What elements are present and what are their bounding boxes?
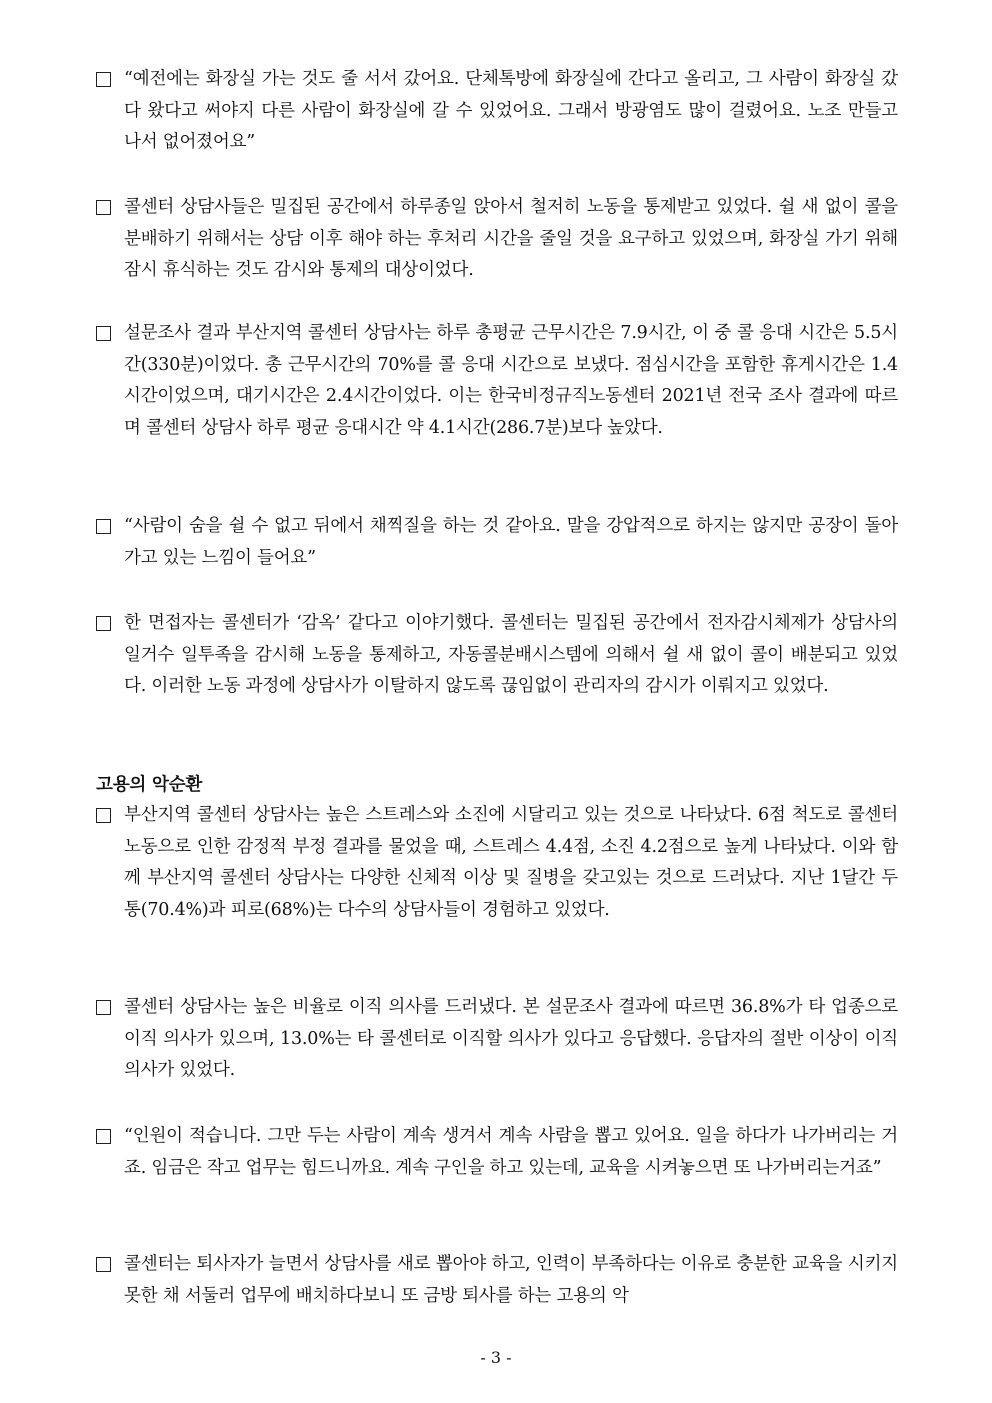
checkbox-bullet-icon [96,200,111,215]
paragraph-text: “인원이 적습니다. 그만 두는 사람이 계속 생겨서 계속 사람을 뽑고 있어요. 일을 하다가 나가버리는 거죠. 임금은 작고 업무는 힘드니까요. 계속 구인을 하고 있는데, 교육을 시켜놓으면 또 나가버리는거죠” [124,1126,898,1178]
checkbox-bullet-icon [96,616,111,631]
checkbox-bullet-icon [96,1129,111,1144]
checkbox-bullet-icon [96,519,111,534]
paragraph-text: “예전에는 화장실 가는 것도 줄 서서 갔어요. 단체톡방에 화장실에 간다고 올리고, 그 사람이 화장실 갔다 왔다고 써야지 다른 사람이 화장실에 갈 수 있었어요. 그래서 방광염도 많이 걸렸어요. 노조 만들고 나서 없어졌어요” [124,69,898,152]
paragraph-text: 한 면접자는 콜센터가 ‘감옥’ 같다고 이야기했다. 콜센터는 밀집된 공간에서 전자감시체제가 상담사의 일거수 일투족을 감시해 노동을 통제하고, 자동콜분배시스템에 의해서 쉴 새 없이 콜이 배분되고 있었다. 이러한 노동 과정에 상담사가 이탈하지 않도록 끊임없이 관리자의 감시가 이뤄지고 있었다. [124,613,898,696]
paragraph-text: 설문조사 결과 부산지역 콜센터 상담사는 하루 총평균 근무시간은 7.9시간, 이 중 콜 응대 시간은 5.5시간(330분)이었다. 총 근무시간의 70%를 콜 응대 시간으로 보냈다. 점심시간을 포함한 휴게시간은 1.4시간이었으며, 대기시간은 2.4시간이었다. 이는 한국비정규직노동센터 2021년 전국 조사 결과에 따르며 콜센터 상담사 하루 평균 응대시간 약 4.1시간(286.7분)보다 높았다. [124,323,898,438]
paragraph-6 [96,800,898,926]
paragraph-text: 부산지역 콜센터 상담사는 높은 스트레스와 소진에 시달리고 있는 것으로 나타났다. 6점 척도로 콜센터 노동으로 인한 감정적 부정 결과를 물었을 때, 스트레스 4.4점, 소진 4.2점으로 높게 나타났다. 이와 함께 부산지역 콜센터 상담사는 다양한 신체적 이상 및 질병을 갖고있는 것으로 드러났다. 지난 1달간 두통(70.4%)과 피로(68%)는 다수의 상담사들이 경험하고 있었다. [124,805,898,920]
paragraph-7 [96,992,898,1087]
paragraph-9 [96,1249,898,1312]
paragraph-5 [96,608,898,703]
checkbox-bullet-icon [96,808,111,823]
paragraph-text: 콜센터 상담사는 높은 비율로 이직 의사를 드러냈다. 본 설문조사 결과에 따르면 36.8%가 타 업종으로 이직 의사가 있으며, 13.0%는 타 콜센터로 이직할 의사가 있다고 응답했다. 응답자의 절반 이상이 이직 의사가 있었다. [124,997,898,1080]
section-heading: 고용의 악순환 [96,775,203,795]
paragraph-2 [96,192,898,287]
checkbox-bullet-icon [96,1257,111,1272]
paragraph-3 [96,318,898,444]
checkbox-bullet-icon [96,326,111,341]
paragraph-text: “사람이 숨을 쉴 수 없고 뒤에서 채찍질을 하는 것 같아요. 말을 강압적으로 하지는 않지만 공장이 돌아가고 있는 느낌이 들어요” [124,516,898,568]
paragraph-1 [96,64,898,159]
checkbox-bullet-icon [96,1000,111,1015]
paragraph-8 [96,1121,898,1184]
page-number: - 3 - [480,1348,512,1367]
paragraph-text: 콜센터는 퇴사자가 늘면서 상담사를 새로 뽑아야 하고, 인력이 부족하다는 이유로 충분한 교육을 시키지 못한 채 서둘러 업무에 배치하다보니 또 금방 퇴사를 하는 고용의 악 [124,1254,898,1306]
paragraph-4 [96,511,898,574]
checkbox-bullet-icon [96,72,111,87]
paragraph-text: 콜센터 상담사들은 밀집된 공간에서 하루종일 앉아서 철저히 노동을 통제받고 있었다. 쉴 새 없이 콜을 분배하기 위해서는 상담 이후 해야 하는 후처리 시간을 줄일 것을 요구하고 있었으며, 화장실 가기 위해 잠시 휴식하는 것도 감시와 통제의 대상이었다. [124,197,898,280]
